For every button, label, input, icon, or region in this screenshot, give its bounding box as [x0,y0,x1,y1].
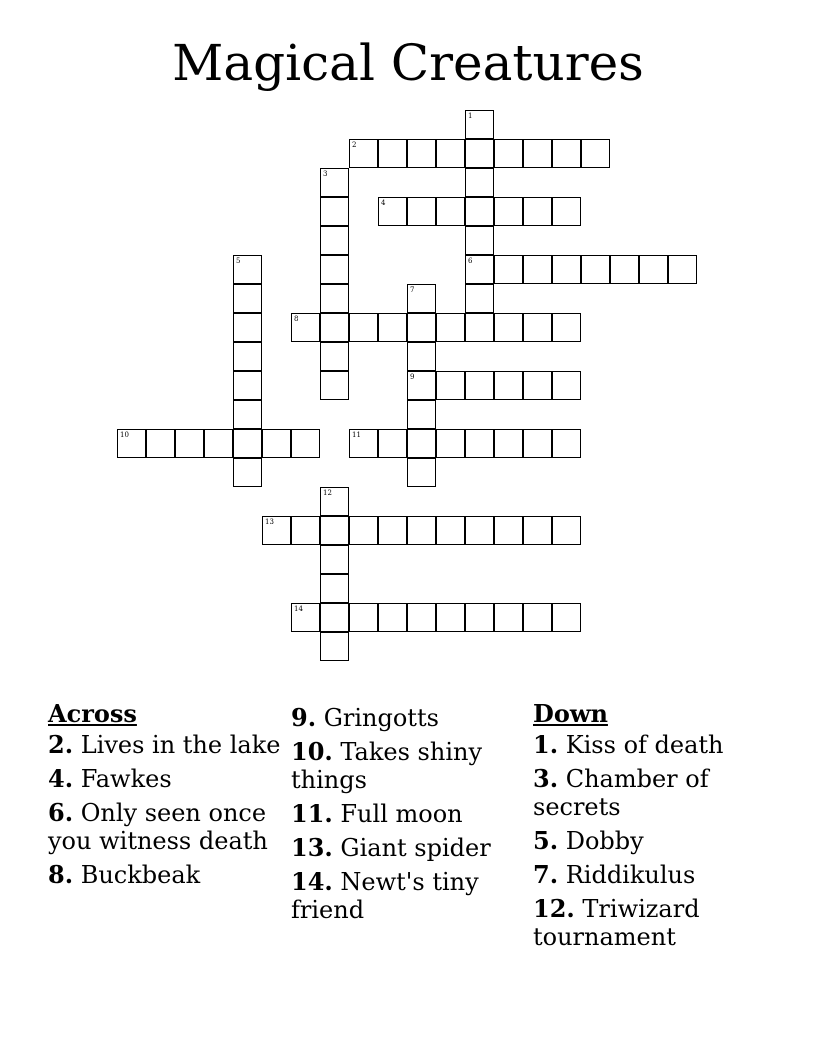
clue-text: Chamber of secrets [533,765,709,821]
grid-cell[interactable] [320,313,349,342]
grid-cell[interactable] [378,603,407,632]
grid-cell[interactable] [175,429,204,458]
grid-cell[interactable] [407,342,436,371]
grid-cell[interactable] [465,313,494,342]
grid-cell[interactable] [523,603,552,632]
clue-text: Fawkes [80,765,172,793]
clue-number: 10. [291,737,333,766]
grid-cell[interactable] [465,110,494,139]
grid-cell[interactable] [436,313,465,342]
grid-cell[interactable] [494,197,523,226]
down-heading: Down [533,699,608,728]
grid-cell[interactable] [552,371,581,400]
grid-cell[interactable] [320,197,349,226]
grid-cell[interactable] [436,603,465,632]
grid-cell[interactable] [523,429,552,458]
grid-cell[interactable] [407,516,436,545]
clue-text: Giant spider [340,834,491,862]
clue-number: 11. [291,799,333,828]
grid-cell[interactable] [436,139,465,168]
clue-number: 2. [48,730,74,759]
clue-across-6 [48,799,288,855]
clue-text: Gringotts [323,704,439,732]
cell-number: 2 [352,141,357,149]
grid-cell[interactable] [320,371,349,400]
cell-number: 4 [381,199,386,207]
grid-cell[interactable] [436,371,465,400]
cell-number: 13 [265,518,274,526]
grid-cell[interactable] [465,139,494,168]
grid-cell[interactable] [233,371,262,400]
grid-cell[interactable] [320,284,349,313]
clue-across-13 [291,834,516,862]
grid-cell[interactable] [465,429,494,458]
cell-number: 3 [323,170,328,178]
grid-cell[interactable] [552,313,581,342]
grid-cell[interactable] [407,400,436,429]
grid-cell[interactable] [523,255,552,284]
clue-number: 3. [533,764,559,793]
grid-cell[interactable] [552,197,581,226]
grid-cell[interactable] [204,429,233,458]
grid-cell[interactable] [494,255,523,284]
grid-cell[interactable] [320,487,349,516]
grid-cell[interactable] [436,429,465,458]
clue-number: 14. [291,867,333,896]
clue-text: Triwizard tournament [533,895,700,951]
grid-cell[interactable] [117,429,146,458]
cell-number: 7 [410,286,415,294]
grid-cell[interactable] [581,139,610,168]
page-title: Magical Creatures [172,34,644,92]
grid-cell[interactable] [407,284,436,313]
grid-cell[interactable] [291,429,320,458]
clue-text: Newt's tiny friend [291,868,479,924]
clue-text: Buckbeak [80,861,201,889]
grid-cell[interactable] [262,429,291,458]
clue-across-8 [48,861,288,889]
grid-cell[interactable] [523,516,552,545]
grid-cell[interactable] [668,255,697,284]
cell-number: 5 [236,257,241,265]
clue-number: 7. [533,860,559,889]
grid-cell[interactable] [407,603,436,632]
across-heading: Across [48,699,137,728]
cell-number: 9 [410,373,415,381]
grid-cell[interactable] [378,516,407,545]
clue-number: 9. [291,703,317,732]
clue-text: Takes shiny things [291,738,483,794]
grid-cell[interactable] [407,458,436,487]
grid-cell[interactable] [320,545,349,574]
across-column-2 [291,700,516,930]
grid-cell[interactable] [320,168,349,197]
clue-text: Only seen once you witness death [48,799,268,855]
grid-cell[interactable] [407,197,436,226]
cell-number: 14 [294,605,303,613]
clue-number: 13. [291,833,333,862]
cell-number: 1 [468,112,473,120]
grid-cell[interactable] [146,429,175,458]
grid-cell[interactable] [233,400,262,429]
cell-number: 11 [352,431,361,439]
grid-cell[interactable] [465,197,494,226]
cell-number: 8 [294,315,299,323]
grid-cell[interactable] [233,313,262,342]
grid-cell[interactable] [581,255,610,284]
clue-down-7 [533,861,763,889]
clue-across-14 [291,868,516,924]
grid-cell[interactable] [291,313,320,342]
grid-cell[interactable] [233,255,262,284]
grid-cell[interactable] [523,197,552,226]
grid-cell[interactable] [523,371,552,400]
clue-down-3 [533,765,763,821]
grid-cell[interactable] [407,313,436,342]
grid-cell[interactable] [465,371,494,400]
down-column [533,700,763,957]
grid-cell[interactable] [523,313,552,342]
grid-cell[interactable] [407,139,436,168]
grid-cell[interactable] [349,313,378,342]
grid-cell[interactable] [320,632,349,661]
grid-cell[interactable] [407,371,436,400]
cell-number: 12 [323,489,332,497]
clue-text: Lives in the lake [80,731,281,759]
clue-number: 1. [533,730,559,759]
clue-across-9 [291,704,516,732]
clue-down-12 [533,895,763,951]
clue-number: 8. [48,860,74,889]
grid-cell[interactable] [262,516,291,545]
cell-number: 10 [120,431,129,439]
grid-cell[interactable] [465,284,494,313]
grid-cell[interactable] [233,284,262,313]
grid-cell[interactable] [552,139,581,168]
grid-cell[interactable] [552,429,581,458]
grid-cell[interactable] [465,168,494,197]
grid-cell[interactable] [320,603,349,632]
clue-across-4 [48,765,288,793]
grid-cell[interactable] [349,429,378,458]
grid-cell[interactable] [552,516,581,545]
grid-cell[interactable] [494,371,523,400]
grid-cell[interactable] [523,139,552,168]
grid-cell[interactable] [494,313,523,342]
grid-cell[interactable] [233,429,262,458]
clue-number: 6. [48,798,74,827]
grid-cell[interactable] [349,516,378,545]
clue-across-11 [291,800,516,828]
grid-cell[interactable] [320,342,349,371]
grid-cell[interactable] [349,603,378,632]
grid-cell[interactable] [378,313,407,342]
clue-text: Riddikulus [565,861,696,889]
clue-number: 5. [533,826,559,855]
grid-cell[interactable] [494,429,523,458]
grid-cell[interactable] [320,574,349,603]
clue-down-1 [533,731,763,759]
grid-cell[interactable] [465,255,494,284]
grid-cell[interactable] [378,197,407,226]
grid-cell[interactable] [291,516,320,545]
clue-across-2 [48,731,288,759]
grid-cell[interactable] [378,429,407,458]
grid-cell[interactable] [552,603,581,632]
clue-text: Kiss of death [565,731,724,759]
clue-down-5 [533,827,763,855]
grid-cell[interactable] [233,458,262,487]
grid-cell[interactable] [465,226,494,255]
grid-cell[interactable] [436,197,465,226]
grid-cell[interactable] [349,139,378,168]
grid-cell[interactable] [610,255,639,284]
grid-cell[interactable] [436,516,465,545]
clue-text: Full moon [340,800,463,828]
clue-across-10 [291,738,516,794]
grid-cell[interactable] [291,603,320,632]
grid-cell[interactable] [465,516,494,545]
grid-cell[interactable] [494,516,523,545]
grid-cell[interactable] [494,603,523,632]
grid-cell[interactable] [494,139,523,168]
grid-cell[interactable] [320,226,349,255]
grid-cell[interactable] [378,139,407,168]
grid-cell[interactable] [639,255,668,284]
cell-number: 6 [468,257,473,265]
clue-text: Dobby [565,827,644,855]
across-column-1 [48,700,288,895]
grid-cell[interactable] [233,342,262,371]
grid-cell[interactable] [407,429,436,458]
grid-cell[interactable] [552,255,581,284]
grid-cell[interactable] [320,255,349,284]
grid-cell[interactable] [465,603,494,632]
grid-cell[interactable] [320,516,349,545]
clue-number: 12. [533,894,575,923]
clue-number: 4. [48,764,74,793]
